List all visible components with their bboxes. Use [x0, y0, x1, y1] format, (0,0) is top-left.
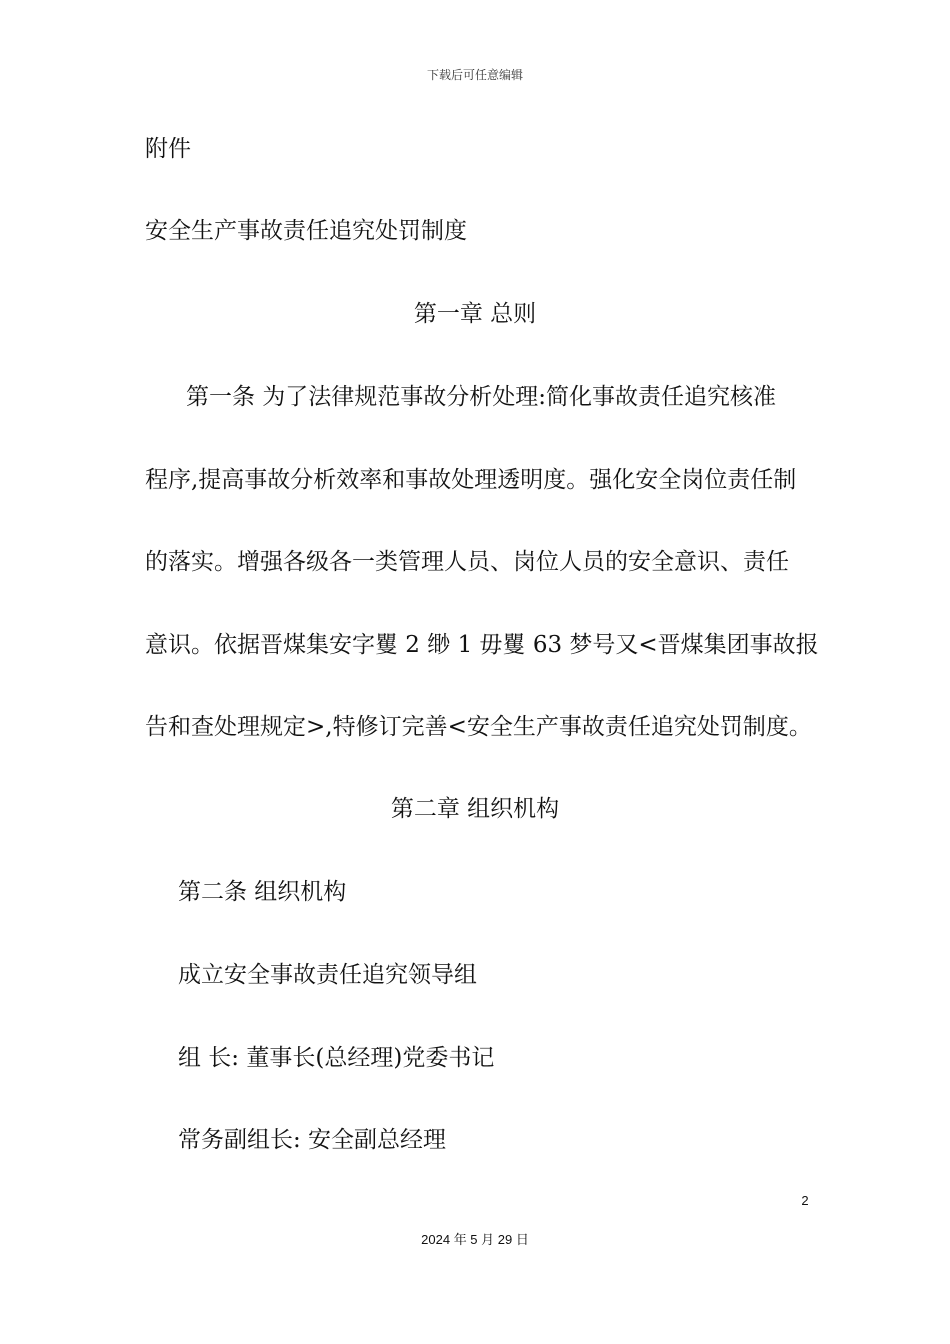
attachment-label: 附件 [145, 136, 191, 162]
article-2-title: 第二条 组织机构 [178, 879, 347, 905]
deputy-leader-line: 常务副组长: 安全副总经理 [178, 1127, 447, 1153]
document-title: 安全生产事故责任追究处罚制度 [145, 218, 467, 244]
group-leader-line: 组 长: 董事长(总经理)党委书记 [178, 1045, 495, 1071]
article-1-line-5: 告和查处理规定>,特修订完善<安全生产事故责任追究处罚制度。 [145, 714, 812, 740]
chapter-2-title: 第二章 组织机构 [390, 796, 560, 822]
page-number: 2 [801, 1193, 809, 1208]
leadership-group-line: 成立安全事故责任追究领导组 [178, 962, 477, 988]
footer-date: 2024 年 5 月 29 日 [421, 1232, 529, 1247]
chapter-1-title: 第一章 总则 [413, 301, 537, 327]
article-1-line-3: 的落实。增强各级各一类管理人员、岗位人员的安全意识、责任 [145, 549, 789, 575]
page-header: 下载后可任意编辑 [426, 68, 523, 82]
article-1-line-1: 第一条 为了法律规范事故分析处理:简化事故责任追究核准 [186, 384, 777, 410]
article-1-line-4: 意识。依据晋煤集安字矍 2 缈 1 毋矍 63 梦号又<晋煤集团事故报 [145, 632, 819, 658]
article-1-line-2: 程序,提高事故分析效率和事故处理透明度。强化安全岗位责任制 [145, 467, 797, 493]
